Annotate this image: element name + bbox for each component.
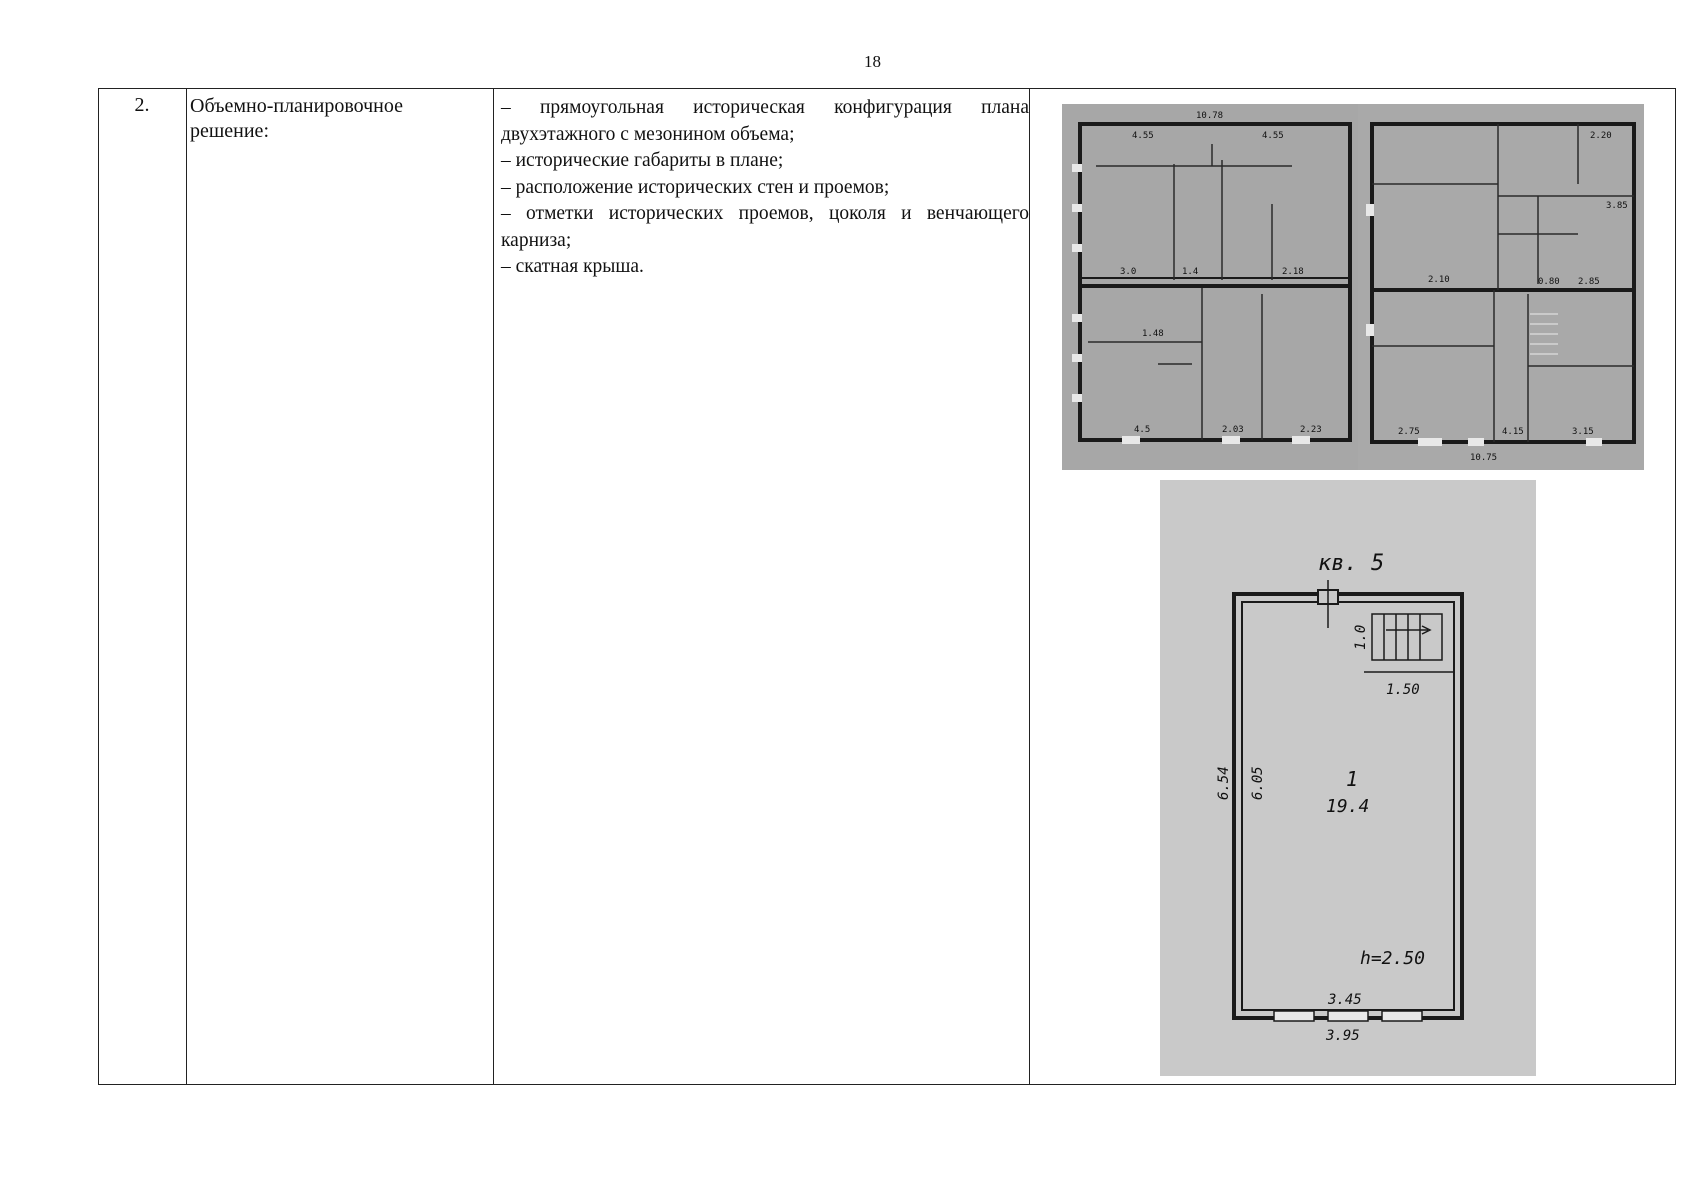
floor-plan-right-drawing [1358, 104, 1644, 470]
dim-label: 2.23 [1300, 425, 1322, 435]
floor-plan-left-drawing [1062, 104, 1358, 470]
dim-label: 2.20 [1590, 131, 1612, 141]
row-number: 2. [134, 94, 150, 116]
room-area: 19.4 [1326, 796, 1370, 817]
dim-label: 3.15 [1572, 427, 1594, 437]
dim-label: 10.75 [1470, 453, 1498, 463]
floor-plan-left [1062, 104, 1358, 470]
ceiling-height: h=2.50 [1360, 948, 1426, 969]
column-divider-2 [493, 88, 494, 1085]
dim-label: 3.85 [1606, 201, 1628, 211]
floor-plan-right [1358, 104, 1644, 470]
dim-label: 4.15 [1502, 427, 1524, 437]
description-item: – расположение исторических стен и проемов; [501, 176, 890, 198]
mezzanine-plan-drawing [1160, 480, 1536, 1076]
dim-label: 2.03 [1222, 425, 1244, 435]
column-divider-3 [1029, 88, 1030, 1085]
dim-label: 4.55 [1132, 131, 1154, 141]
dim-label: 2.18 [1282, 267, 1304, 277]
dim-label: 2.75 [1398, 427, 1420, 437]
dim-label: 1.0 [1353, 624, 1369, 650]
room-number: 1 [1346, 767, 1359, 791]
dim-label: 6.05 [1250, 766, 1266, 800]
dim-label: 6.54 [1216, 766, 1232, 800]
dim-label: 4.55 [1262, 131, 1284, 141]
dim-label: 3.45 [1328, 992, 1362, 1008]
mezzanine-plan [1160, 480, 1536, 1076]
row-label: Объемно-планировочное решение: [190, 95, 403, 142]
table-top-border [98, 88, 1676, 89]
dim-label: 4.5 [1134, 425, 1151, 435]
table-left-border [98, 88, 99, 1085]
dim-label: 2.10 [1428, 275, 1450, 285]
row-description [501, 95, 1029, 281]
description-item: – скатная крыша. [501, 256, 644, 277]
table-right-border [1675, 88, 1676, 1085]
dim-label: 3.95 [1326, 1028, 1360, 1044]
dim-label: 2.85 [1578, 277, 1600, 287]
dim-label: 10.78 [1196, 111, 1224, 121]
description-item: – отметки исторических проемов, цоколя и венчающего карниза; [501, 203, 1029, 251]
description-item: – прямоугольная историческая конфигурация плана двухэтажного с мезонином объема; [501, 97, 1029, 145]
description-item: – исторические габариты в плане; [501, 150, 784, 171]
column-divider-1 [186, 88, 187, 1085]
dim-label: 1.48 [1142, 329, 1164, 339]
dim-label: 3.0 [1120, 267, 1137, 277]
page-number: 18 [864, 52, 881, 71]
table-bottom-border [98, 1084, 1676, 1085]
dim-label: 1.4 [1182, 267, 1199, 277]
dim-label: 1.50 [1386, 682, 1420, 698]
dim-label: 0.80 [1538, 277, 1560, 287]
apartment-label: кв. 5 [1318, 551, 1385, 576]
